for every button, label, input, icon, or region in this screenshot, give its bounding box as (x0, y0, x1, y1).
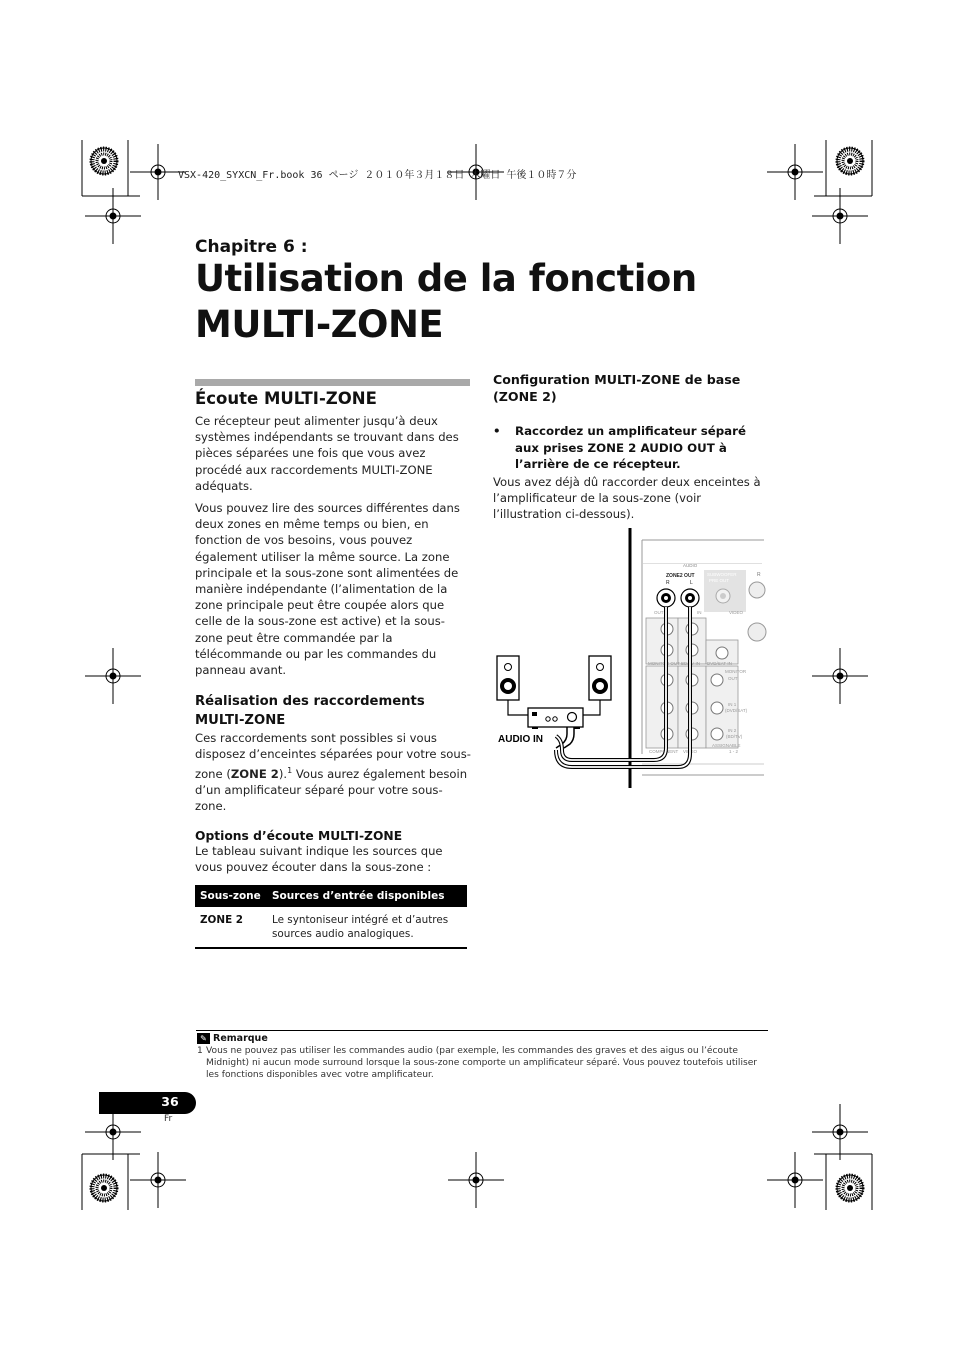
zone2-bold: ZONE 2 (230, 766, 279, 781)
book-file-header: VSX-420_SYXCN_Fr.book 36 ページ ２０１０年３月１８日 木曜日 午後１０時７分 (178, 170, 577, 181)
chapter-title-line-1: Utilisation de la fonction (195, 257, 697, 300)
left-speaker-icon (497, 656, 519, 700)
remark-rule (196, 1030, 768, 1031)
remark-heading (197, 1033, 268, 1044)
panel-label-component: COMPONENT (649, 749, 679, 754)
zone2-connection-diagram (492, 522, 772, 792)
panel-label-assign-numbers: 1 - 2 (729, 749, 739, 754)
config-heading: Configuration MULTI-ZONE de base (ZONE 2) (493, 372, 741, 404)
panel-label-monitor-out: MONITOR OUT (648, 661, 680, 666)
chapter-label: Chapitre 6 : (195, 237, 308, 257)
connections-close: ). (278, 766, 288, 781)
panel-label-assignable: ASSIGNABLE (712, 743, 741, 748)
footnote-text: Vous ne pouvez pas utiliser les commandes audio (par exemple, les commandes des graves et des aigus ou l’écoute Midnight) ni aucun mode surround lorsque la sous-zone comporte un amplificateur séparé. Vous pouvez toutefois utiliser les fonctions disponibles avec votre amplificateur. (206, 1046, 758, 1081)
footnote-number: 1 (197, 1046, 203, 1056)
right-speaker-icon (589, 656, 611, 700)
panel-label-in: IN (697, 610, 702, 615)
panel-label-in-2: IN 2 (728, 728, 737, 733)
table-header-subzone: Sous-zone (195, 885, 267, 907)
options-paragraph: Le tableau suivant indique les sources que vous pouvez écouter dans la sous-zone : (195, 844, 443, 875)
panel-label-r-edge: R (757, 572, 761, 578)
panel-label-video-2: VIDEO (683, 749, 698, 754)
footnote (197, 1045, 772, 1082)
bullet-symbol: • (493, 424, 501, 438)
table-header-sources: Sources d’entrée disponibles (267, 885, 467, 907)
panel-label-pre-out: PRE OUT (709, 578, 730, 583)
audio-in-label: AUDIO IN (498, 734, 543, 745)
panel-label-out: OUT (654, 610, 664, 615)
table-cell-zone: ZONE 2 (200, 913, 244, 926)
connections-heading: Réalisation des raccordements MULTI-ZONE (195, 694, 425, 729)
zones-paragraph: Vous pouvez lire des sources différentes dans deux zones en même temps ou bien, en fonction de vos besoins, vous pouvez également utiliser la même source. La zone principale et la sous-zone sont alimentées de manière indépendante (l’alimentation de la zone principale peut être coupée alors que celle de la sous-zone est active) et la sous-zone peut être commandée par la télécommande ou par les commandes du panneau avant. (195, 501, 460, 678)
amplifier-icon (528, 708, 583, 729)
left-column (195, 379, 471, 949)
table-cell-sources: Le syntoniseur intégré et d’autres sources audio analogiques. (272, 913, 449, 941)
connections-text-end: Vous aurez également besoin d’un amplificateur séparé pour votre sous-zone. (195, 766, 468, 813)
page-language: Fr (164, 1114, 173, 1124)
section-bar (195, 379, 470, 386)
panel-label-out-2: OUT (728, 676, 738, 681)
panel-label-l: L (690, 580, 693, 586)
panel-label-bdtv: (BD/TV) (726, 734, 743, 739)
panel-label-subwoofer: SUBWOOFER (707, 572, 737, 577)
table-row (195, 907, 467, 948)
panel-label-r: R (666, 580, 670, 586)
subzone-sources-table (195, 885, 467, 949)
panel-label-audio: AUDIO (683, 563, 698, 568)
right-column (493, 371, 768, 528)
bullet-text: Raccordez un amplificateur séparé aux prises ZONE 2 AUDIO OUT à l’arrière de ce récepteur. (515, 424, 746, 471)
connections-text-start: Ces raccordements sont possibles si vous disposez d’enceintes séparées pour votre sous-zone ( (195, 731, 471, 781)
connections-paragraph (195, 730, 471, 814)
footnote-reference[interactable]: 1 (287, 765, 293, 775)
chapter-title (195, 256, 755, 348)
page-number: 36 (161, 1094, 179, 1109)
panel-label-monitor: MONITOR (725, 669, 747, 674)
panel-label-dvdsat: (DVD/SAT) (725, 708, 748, 713)
note-icon: ✎ (197, 1033, 210, 1044)
options-heading: Options d’écoute MULTI-ZONE (195, 829, 403, 844)
panel-label-in-1: IN 1 (728, 702, 737, 707)
section-heading: Écoute MULTI-ZONE (195, 389, 377, 408)
instruction-bullet (493, 423, 768, 473)
panel-label-dvdsat-in: DVD/SAT IN (707, 661, 732, 666)
panel-label-zone2-out: ZONE2 OUT (666, 573, 695, 579)
config-paragraph: Vous avez déjà dû raccorder deux enceintes à l’amplificateur de la sous-zone (voir l’illustration ci-dessous). (493, 474, 761, 521)
intro-paragraph: Ce récepteur peut alimenter jusqu’à deux systèmes indépendants se trouvant dans des pièces séparées une fois que vous avez procédé aux raccordements MULTI-ZONE adéquats. (195, 414, 459, 493)
chapter-title-line-2: MULTI-ZONE (195, 303, 444, 346)
panel-label-bdtv-in: BD/TV IN (681, 661, 701, 666)
panel-label-video: VIDEO (729, 610, 744, 615)
remark-title: Remarque (213, 1033, 268, 1044)
